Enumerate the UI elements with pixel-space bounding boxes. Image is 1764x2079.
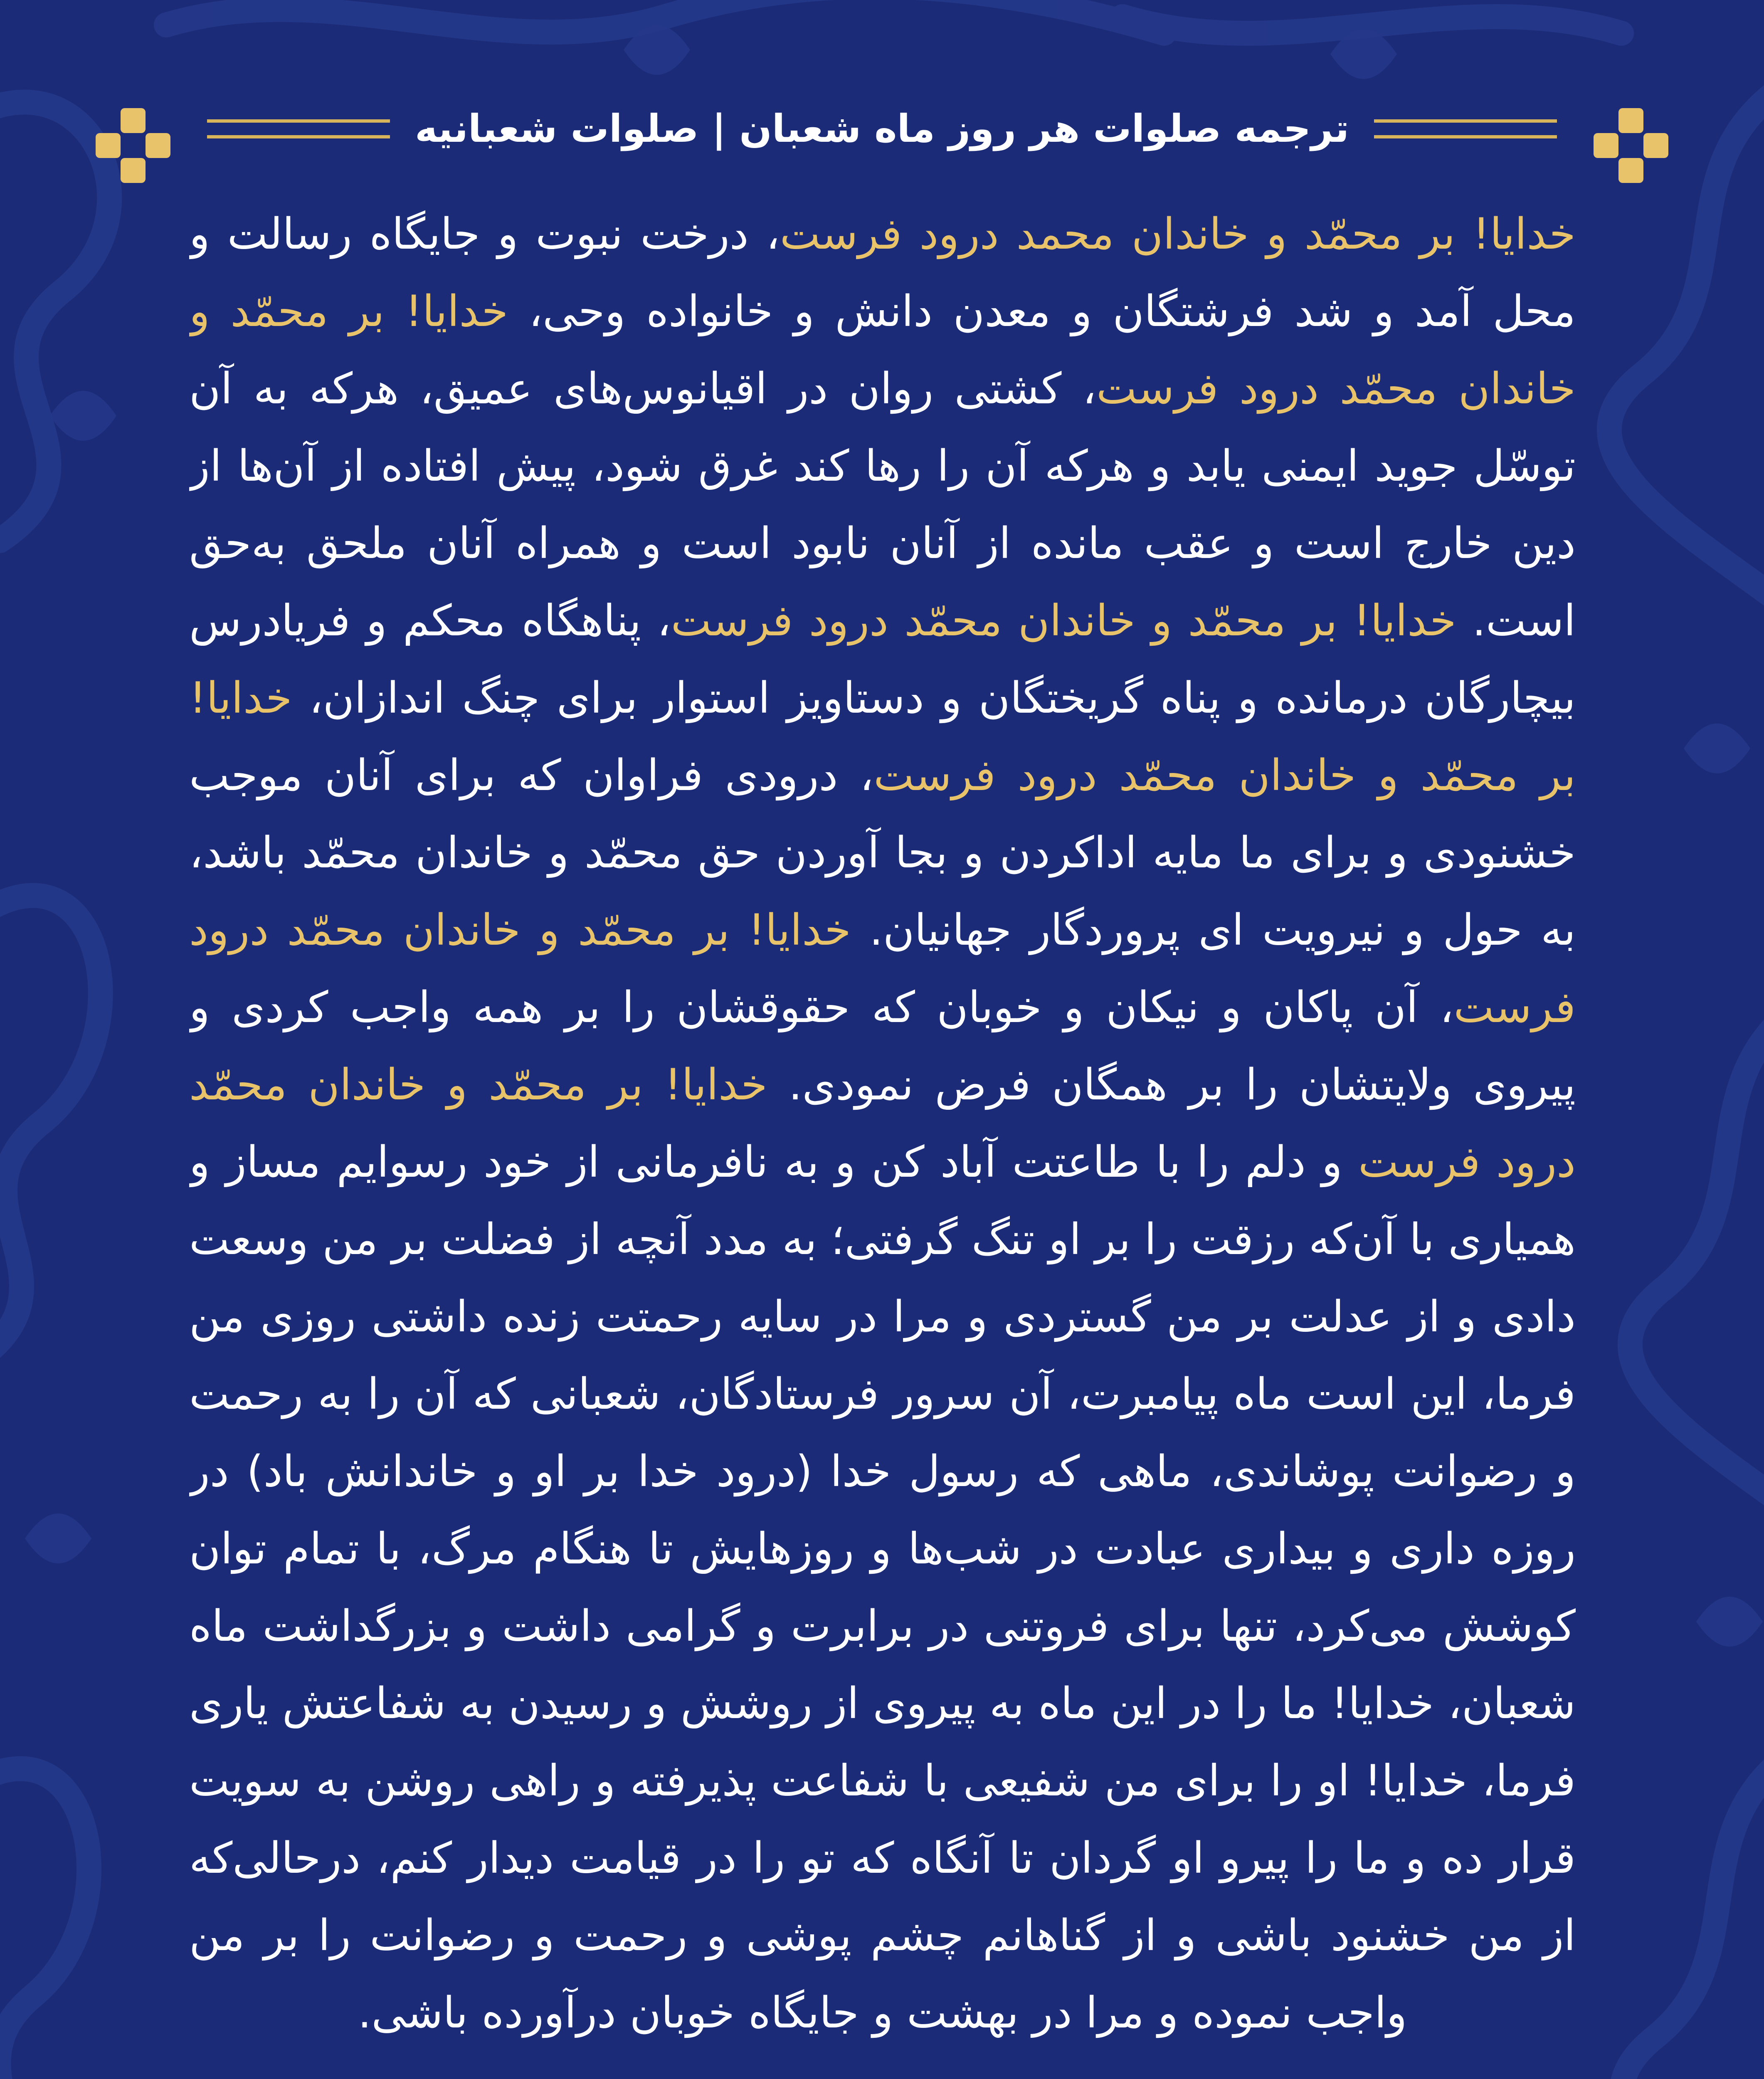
text-segment: ، پناهگاه محکم و فریادرس بیچارگان درمانده و پناه گریختگان و دستاویز استوار برای چنگ اندازان،: [189, 596, 1576, 723]
highlighted-phrase: خدایا! بر محمّد و خاندان محمّد درود فرست: [189, 286, 1576, 414]
prayer-text: [189, 195, 1576, 2079]
text-segment: ، درودی فراوان که برای آنان موجب خشنودی و برای ما مایه اداکردن و بجا آوردن حق محمّد و خاندان محمّد باشد، به حول و نیرویت ای پروردگار جهانیان.: [189, 751, 1576, 955]
title-divider-left: [1374, 119, 1557, 138]
highlighted-phrase: خدایا! بر محمّد و خاندان محمّد درود فرست: [189, 673, 1576, 800]
highlighted-phrase: خدایا! بر محمّد و خاندان محمّد درود فرست: [189, 1060, 1576, 1187]
title-divider-right: [207, 119, 390, 138]
text-segment: ، آن پاکان و نیکان و خوبان که حقوقشان را بر همه واجب کردی و پیروی ولایتشان را بر همگان فرض نمودی.: [189, 983, 1576, 1110]
text-segment: و دلم را با طاعتت آباد کن و به نافرمانی از خود رسوایم مساز و همیاری با آن‌که رزقت را بر او تنگ گرفتی؛ به مدد آنچه از فضلت بر من وسعت دادی و از عدلت بر من گستردی و مرا در سایه رحمتت زنده داشتی روزی من فرما، این است ماه پیامبرت، آن سرور فرستادگان، شعبانی که آن را به رحمت و رضوانت پوشاندی، ماهی که رسول خدا (درود خدا بر او و خاندانش باد) در روزه داری و بیداری عبادت در شب‌ها و روزهایش تا هنگام مرگ، با تمام توان کوشش می‌کرد، تنها برای فروتنی در برابرت و گرامی داشت و بزرگداشت ماه شعبان، خدایا! ما را در این ماه به پیروی از روشش و رسیدن به شفاعتش یاری فرما، خدایا! او را برای من شفیعی با شفاعت پذیرفته و راهی روشن به سویت قرار ده و ما را پیرو او گردان تا آنگاه که تو را در قیامت دیدار کنم، درحالی‌که از من خشنود باشی و از گناهانم چشم پوشی و رحمت و رضوانت را بر من واجب نموده و مرا در بهشت و جایگاه خوبان درآورده باشی.: [189, 1137, 1576, 2038]
highlighted-phrase: خدایا! بر محمّد و خاندان محمد درود فرست: [780, 209, 1576, 259]
highlighted-phrase: خدایا! بر محمّد و خاندان محمّد درود فرست: [189, 905, 1576, 1032]
highlighted-phrase: خدایا! بر محمّد و خاندان محمّد درود فرست: [671, 596, 1456, 646]
page-title: ترجمه صلوات هر روز ماه شعبان | صلوات شعبانیه: [415, 106, 1349, 151]
text-segment: ، کشتی روان در اقیانوس‌های عمیق، هرکه به آن توسّل جوید ایمنی یابد و هرکه آن را رها کند غرق شود، پیش افتاده از آن‌ها از دین خارج است و عقب مانده از آنان نابود است و همراه آنان ملحق به‌حق است.: [189, 364, 1576, 646]
text-segment: ، درخت نبوت و جایگاه رسالت و محل آمد و شد فرشتگان و معدن دانش و خانواده وحی،: [189, 209, 1576, 336]
header: [96, 100, 1668, 158]
